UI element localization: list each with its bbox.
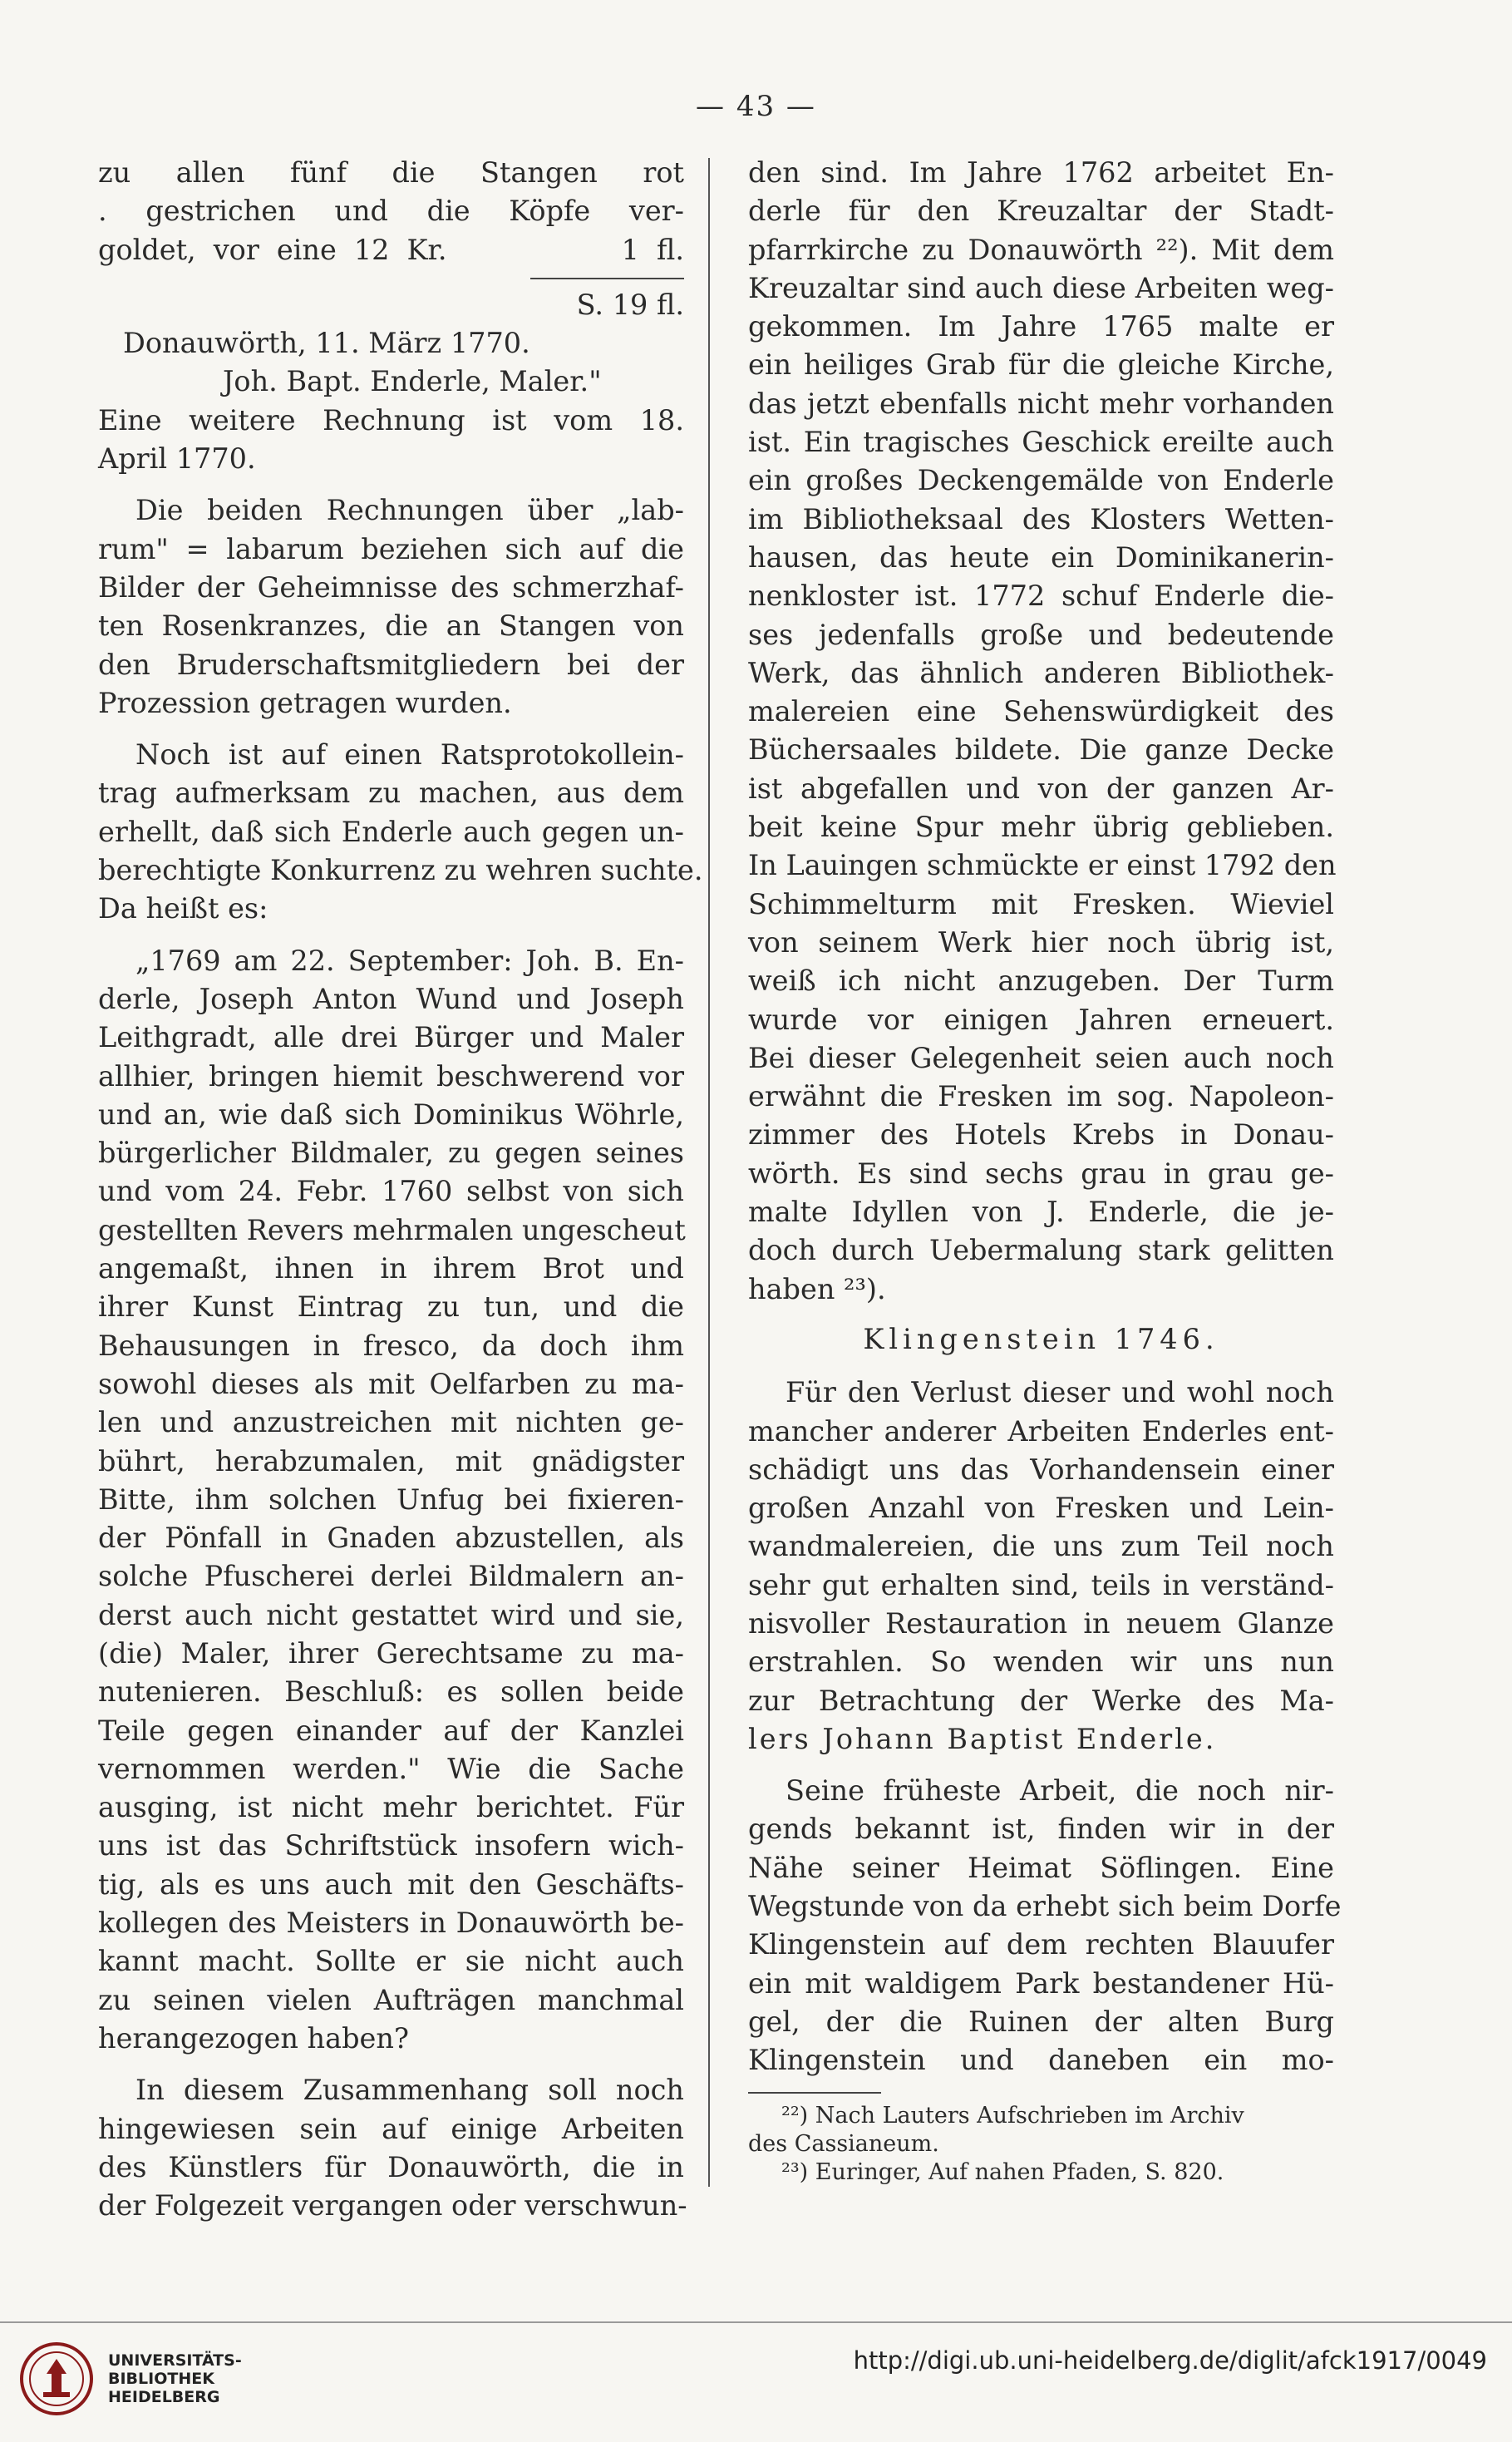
text-line: In Lauingen schmückte er einst 1792 den (748, 849, 1337, 882)
text-line: im Bibliotheksaal des Klosters Wetten- (748, 502, 1334, 535)
institution-line: UNIVERSITÄTS- (108, 2351, 242, 2370)
quote-line: und vom 24. Febr. 1760 selbst von sich (98, 1175, 684, 1208)
quote-line: herangezogen haben? (98, 2021, 409, 2055)
text-line: trag aufmerksam zu machen, aus dem (98, 777, 684, 810)
quote-line: zu seinen vielen Aufträgen manchmal (98, 1983, 684, 2016)
footnote: ²³) Euringer, Auf nahen Pfaden, S. 820. (781, 2158, 1224, 2185)
text-line: Seine früheste Arbeit, die noch nir- (786, 1774, 1334, 1808)
quote-line: derle, Joseph Anton Wund und Joseph (98, 982, 684, 1015)
text-line: schädigt uns das Vorhandensein einer (748, 1453, 1334, 1486)
text-line: das jetzt ebenfalls nicht mehr vorhanden (748, 387, 1334, 420)
text-line: wurde vor einigen Jahren erneuert. (748, 1003, 1334, 1036)
quote-line: derst auch nicht gestattet wird und sie, (98, 1598, 684, 1631)
quote-line: Bitte, ihm solchen Unfug bei fixieren- (98, 1482, 684, 1516)
text-line: zu allen fünf die Stangen rot (98, 156, 684, 189)
text-line: den sind. Im Jahre 1762 arbeitet En- (748, 156, 1334, 189)
text-line: Eine weitere Rechnung ist vom 18. (98, 403, 684, 437)
sum-rule (530, 278, 684, 279)
text-line: erhellt, daß sich Enderle auch gegen un- (98, 815, 684, 848)
text-line: mancher anderer Arbeiten Enderles ent- (748, 1414, 1334, 1448)
quote-line: Teile gegen einander auf der Kanzlei (98, 1714, 684, 1747)
text-line: Für den Verlust dieser und wohl noch (786, 1376, 1334, 1409)
text-line: ein heiliges Grab für die gleiche Kirche, (748, 348, 1334, 382)
text-line: weiß ich nicht anzugeben. Der Turm (748, 964, 1334, 998)
text-line: Schimmelturm mit Fresken. Wieviel (748, 887, 1334, 920)
quote-line: kannt macht. Sollte er sie nicht auch (98, 1945, 684, 1978)
quote-line: allhier, bringen hiemit beschwerend vor (98, 1059, 684, 1093)
text-line: Prozession getragen wurden. (98, 686, 512, 719)
text-line: der Folgezeit vergangen oder verschwun- (98, 2189, 687, 2222)
text-line: Klingenstein auf dem rechten Blauufer (748, 1928, 1334, 1961)
text-line: zimmer des Hotels Krebs in Donau- (748, 1118, 1334, 1152)
text-line: rum" = labarum beziehen sich auf die (98, 532, 684, 565)
text-line: hausen, das heute ein Dominikanerin- (748, 540, 1334, 574)
footnote: ²²) Nach Lauters Aufschrieben im Archiv (781, 2102, 1244, 2129)
text-line: ein großes Deckengemälde von Enderle (748, 464, 1334, 497)
text-line: großen Anzahl von Fresken und Lein- (748, 1492, 1334, 1525)
footnotes (748, 2102, 1334, 2187)
text-line: ist abgefallen und von der ganzen Ar- (748, 772, 1334, 805)
quote-line: ausging, ist nicht mehr berichtet. Für (98, 1791, 684, 1824)
text-line: malte Idyllen von J. Enderle, die je- (748, 1196, 1334, 1229)
text-line: Bilder der Geheimnisse des schmerzhaf- (98, 570, 684, 604)
section-heading: Klingenstein 1746. (863, 1322, 1219, 1355)
text-line: wandmalereien, die uns zum Teil noch (748, 1530, 1334, 1563)
footer-divider (0, 2321, 1512, 2323)
quote-line: (die) Maler, ihrer Gerechtsame zu ma- (98, 1636, 684, 1670)
signature: Joh. Bapt. Enderle, Maler." (223, 365, 602, 398)
text-line: malereien eine Sehenswürdigkeit des (748, 695, 1334, 728)
text-line: zur Betrachtung der Werke des Ma- (748, 1684, 1334, 1717)
institution-name (108, 2351, 242, 2406)
university-seal-icon (18, 2341, 95, 2417)
institution-line: BIBLIOTHEK (108, 2370, 214, 2388)
quote-line: Leithgradt, alle drei Bürger und Maler (98, 1021, 684, 1054)
text-line: April 1770. (98, 442, 256, 476)
right-column (748, 154, 1342, 2187)
text-line: ses jedenfalls große und bedeutende (748, 618, 1334, 651)
text-line: gends bekannt ist, finden wir in der (748, 1813, 1334, 1846)
text-line: erwähnt die Fresken im sog. Napoleon- (748, 1080, 1334, 1113)
text-line: berechtigte Konkurrenz zu wehren suchte. (98, 854, 703, 887)
text-line: doch durch Uebermalung stark gelitten (748, 1234, 1334, 1267)
text-line: Nähe seiner Heimat Söflingen. Eine (748, 1851, 1334, 1884)
text-line: Da heißt es: (98, 892, 268, 925)
text-line: des Künstlers für Donauwörth, die in (98, 2150, 684, 2183)
text-line: den Bruderschaftsmitgliedern bei der (98, 648, 684, 681)
text-line: pfarrkirche zu Donauwörth ²²). Mit dem (748, 233, 1334, 266)
text-line: von seinem Werk hier noch übrig ist, (748, 925, 1334, 959)
quote-line: solche Pfuscherei derlei Bildmalern an- (98, 1560, 684, 1593)
date-line: Donauwörth, 11. März 1770. (123, 327, 530, 360)
text-line: goldet, vor eine 12 Kr. 1 fl. (98, 233, 684, 266)
quote-line: angemaßt, ihnen in ihrem Brot und (98, 1252, 684, 1285)
quote-line: der Pönfall in Gnaden abzustellen, als (98, 1522, 684, 1555)
text-line: hingewiesen sein auf einige Arbeiten (98, 2112, 684, 2145)
text-line: haben ²³). (748, 1272, 886, 1305)
quote-line: kollegen des Meisters in Donauwörth be- (98, 1907, 684, 1940)
text-line: ist. Ein tragisches Geschick ereilte auch (748, 426, 1334, 459)
text-line: Bei dieser Gelegenheit seien auch noch (748, 1041, 1334, 1074)
text-line: derle für den Kreuzaltar der Stadt- (748, 195, 1334, 228)
quote-line: sowohl dieses als mit Oelfarben zu ma- (98, 1367, 684, 1400)
text-line: Die beiden Rechnungen über „lab- (135, 494, 684, 527)
text-line: gekommen. Im Jahre 1765 malte er (748, 310, 1334, 343)
quote-line: bührt, herabzumalen, mit gnädigster (98, 1444, 684, 1478)
text-line: gel, der die Ruinen der alten Burg (748, 2005, 1334, 2038)
quote-line: len und anzustreichen mit nichten ge- (98, 1406, 684, 1439)
left-column (98, 154, 703, 2225)
text-line: nenkloster ist. 1772 schuf Enderle die- (748, 580, 1334, 613)
text-line: beit keine Spur mehr übrig geblieben. (748, 811, 1334, 844)
footnote: des Cassianeum. (748, 2130, 939, 2157)
column-divider (708, 158, 710, 2187)
quote-line: tig, als es uns auch mit den Geschäfts- (98, 1867, 684, 1901)
text-line: Werk, das ähnlich anderen Bibliothek- (748, 656, 1334, 689)
page-number: — 43 — (696, 90, 816, 123)
text-line: sehr gut erhalten sind, teils in verständ- (748, 1568, 1334, 1601)
text-line: Büchersaales bildete. Die ganze Decke (748, 733, 1334, 767)
text-line: Klingenstein und daneben ein mo- (748, 2044, 1334, 2077)
text-line: lers Johann Baptist Enderle. (748, 1722, 1217, 1755)
text-line: Kreuzaltar sind auch diese Arbeiten weg- (748, 271, 1334, 304)
text-line: Wegstunde von da erhebt sich beim Dorfe (748, 1890, 1342, 1923)
quote-line: „1769 am 22. September: Joh. B. En- (135, 944, 684, 977)
institution-line: HEIDELBERG (108, 2388, 220, 2406)
text-line: ten Rosenkranzes, die an Stangen von (98, 609, 684, 643)
quote-line: Behausungen in fresco, da doch ihm (98, 1329, 684, 1362)
source-url-link[interactable]: http://digi.ub.uni-heidelberg.de/diglit/afck1917/0049 (853, 2346, 1487, 2375)
footnote-rule (748, 2092, 881, 2094)
quote-line: nutenieren. Beschluß: es sollen beide (98, 1675, 684, 1709)
text-line: wörth. Es sind sechs grau in grau ge- (748, 1157, 1334, 1190)
quote-line: vernommen werden." Wie die Sache (98, 1752, 684, 1785)
quote-line: uns ist das Schriftstück insofern wich- (98, 1829, 684, 1862)
text-line: ein mit waldigem Park bestandener Hü- (748, 1966, 1334, 2000)
quote-line: bürgerlicher Bildmaler, zu gegen seines (98, 1137, 684, 1170)
text-line: erstrahlen. So wenden wir uns nun (748, 1645, 1334, 1679)
quote-line: ihrer Kunst Eintrag zu tun, und die (98, 1290, 684, 1324)
text-line: Noch ist auf einen Ratsprotokollein- (135, 738, 684, 772)
text-line: In diesem Zusammenhang soll noch (135, 2074, 684, 2107)
sum-total: S. 19 fl. (576, 288, 684, 321)
text-line: nisvoller Restauration in neuem Glanze (748, 1606, 1334, 1640)
text-line: . gestrichen und die Köpfe ver- (98, 195, 684, 228)
quote-line: und an, wie daß sich Dominikus Wöhrle, (98, 1098, 684, 1131)
quote-line: gestellten Revers mehrmalen ungescheut (98, 1213, 686, 1246)
